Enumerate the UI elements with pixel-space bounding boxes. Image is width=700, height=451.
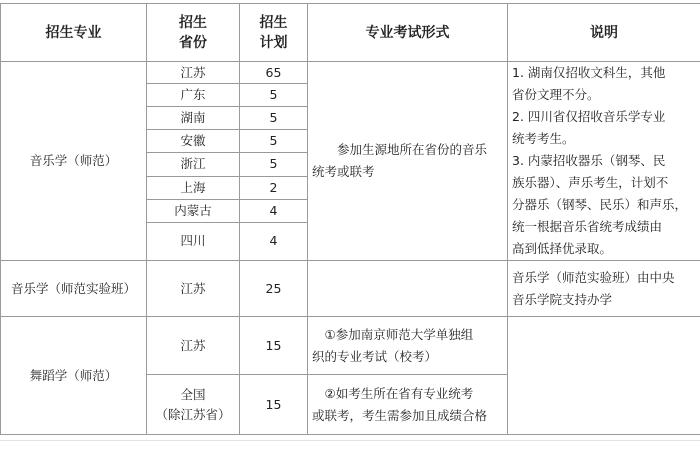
notes-lab	[508, 261, 700, 317]
table-row	[1, 261, 700, 317]
header-plan-line1: 招生	[244, 13, 303, 33]
province-line: （除江苏省）	[151, 405, 235, 425]
header-notes: 说明	[508, 4, 700, 62]
major-music-lab: 音乐学（师范实验班）	[1, 261, 147, 317]
province-cell: 内蒙古	[147, 199, 240, 222]
province-cell: 湖南	[147, 107, 240, 130]
note-line: 族乐器）、声乐考生，计划不	[512, 172, 696, 194]
exam-lab-empty	[308, 261, 508, 317]
note-line: 统考考生。	[512, 128, 696, 150]
header-province-line2: 省份	[151, 33, 235, 53]
plan-cell: 5	[240, 107, 308, 130]
note-line: 1. 湖南仅招收文科生，其他	[512, 62, 696, 84]
plan-cell: 65	[240, 62, 308, 84]
exam-music-line1: 参加生源地所在省份的音乐	[312, 139, 503, 161]
plan-cell: 5	[240, 84, 308, 107]
exam-dance-2	[308, 375, 508, 435]
exam-dance-1-line2: 织的专业考试（校考）	[312, 349, 437, 364]
note-line: 3. 内蒙招收器乐（钢琴、民	[512, 150, 696, 172]
province-cell	[147, 317, 240, 375]
header-province-line1: 招生	[151, 13, 235, 33]
note-line: 2. 四川省仅招收音乐学专业	[512, 106, 696, 128]
header-major: 招生专业	[1, 4, 147, 62]
province-cell	[147, 375, 240, 435]
header-province	[147, 4, 240, 62]
exam-music	[308, 62, 508, 261]
province-cell: 江苏	[147, 261, 240, 317]
major-music: 音乐学（师范）	[1, 62, 147, 261]
plan-cell: 25	[240, 261, 308, 317]
header-row	[1, 4, 700, 62]
plan-cell: 5	[240, 130, 308, 153]
plan-cell: 4	[240, 222, 308, 260]
exam-dance-2-line1: ②如考生所在省有专业统考	[312, 383, 503, 405]
province-cell: 四川	[147, 222, 240, 260]
header-plan	[240, 4, 308, 62]
enrollment-table	[0, 3, 700, 435]
province-cell: 广东	[147, 84, 240, 107]
plan-cell: 15	[240, 317, 308, 375]
note-line: 省份文理不分。	[512, 84, 696, 106]
table-row	[1, 62, 700, 84]
province-line: 江苏	[180, 338, 205, 353]
note-line: 音乐学（师范实验班）由中央	[512, 267, 696, 289]
note-line: 高到低择优录取。	[512, 238, 696, 260]
table-row	[1, 317, 700, 375]
note-line: 分器乐（钢琴、民乐）和声乐，	[512, 194, 696, 216]
plan-cell: 15	[240, 375, 308, 435]
notes-music	[508, 62, 700, 261]
province-cell: 安徽	[147, 130, 240, 153]
header-plan-line2: 计划	[244, 33, 303, 53]
exam-dance-2-line2: 或联考，考生需参加且成绩合格	[312, 408, 487, 423]
province-cell: 江苏	[147, 62, 240, 84]
plan-cell: 4	[240, 199, 308, 222]
plan-cell: 2	[240, 176, 308, 199]
plan-cell: 5	[240, 153, 308, 176]
header-exam: 专业考试形式	[308, 4, 508, 62]
sheet-gridline	[0, 440, 700, 451]
notes-dance-empty	[508, 317, 700, 435]
province-cell: 浙江	[147, 153, 240, 176]
province-line: 全国	[151, 385, 235, 405]
exam-music-line2: 统考或联考	[312, 164, 375, 179]
exam-dance-1-line1: ①参加南京师范大学单独组	[312, 324, 503, 346]
note-line: 统一根据音乐省统考成绩由	[512, 216, 696, 238]
note-line: 音乐学院支持办学	[512, 289, 696, 311]
exam-dance-1	[308, 317, 508, 375]
major-dance: 舞蹈学（师范）	[1, 317, 147, 435]
province-cell: 上海	[147, 176, 240, 199]
